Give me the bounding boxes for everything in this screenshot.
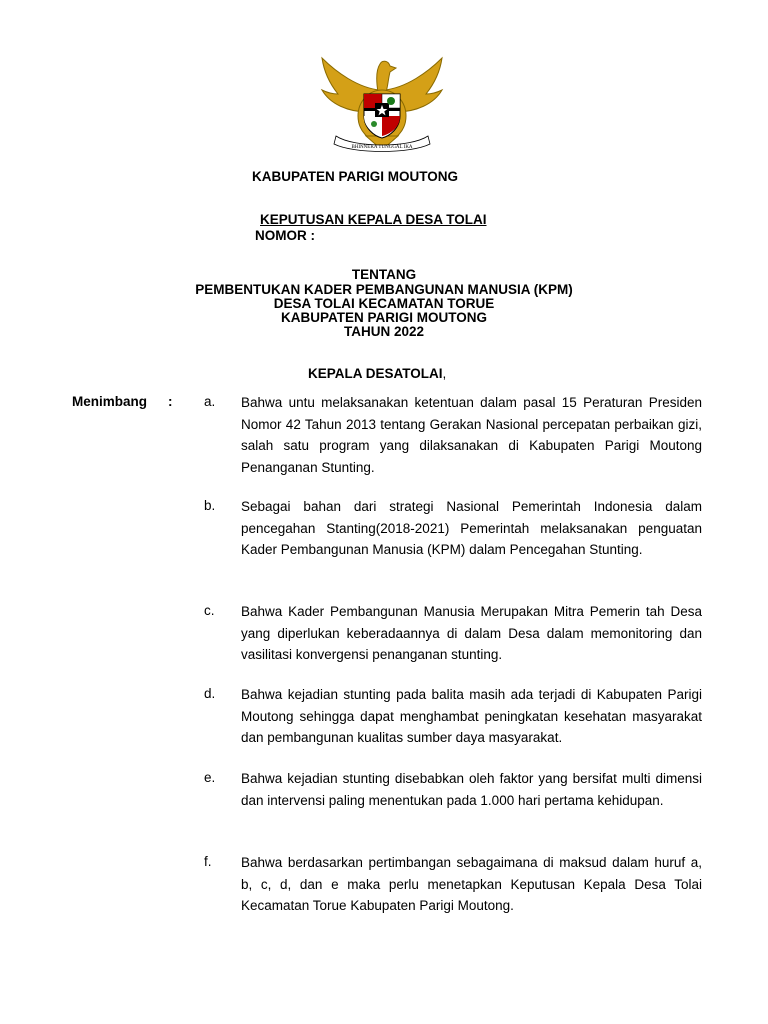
- subject-line-4: KABUPATEN PARIGI MOUTONG: [280, 310, 487, 325]
- item-text: Bahwa Kader Pembangunan Manusia Merupakan Mitra Pemerin tah Desa yang diperlukan keberadaannya di dalam Desa dalam memonitoring dan vasilitasi konvergensi penanganan stunting.: [241, 604, 702, 662]
- issuer-title: [308, 366, 446, 382]
- considering-colon: :: [168, 394, 173, 409]
- regency-title: KABUPATEN PARIGI MOUTONG: [252, 169, 459, 184]
- decree-title: KEPUTUSAN KEPALA DESA TOLAI: [260, 212, 487, 227]
- item-letter: f.: [204, 854, 212, 869]
- item-letter: b.: [204, 498, 216, 513]
- emblem-motto: BHINNEKA TUNGGAL IKA: [351, 145, 413, 150]
- decree-number-label: NOMOR :: [255, 228, 315, 243]
- item-letter: a.: [204, 394, 216, 409]
- item-letter: c.: [204, 603, 215, 618]
- item-text: Bahwa berdasarkan pertimbangan sebagaimana di maksud dalam huruf a, b, c, d, dan e maka perlu menetapkan Keputusan Kepala Desa Tolai Kecamatan Torue Kabupaten Parigi Moutong.: [241, 855, 702, 913]
- subject-line-5: TAHUN 2022: [343, 324, 425, 339]
- item-letter: e.: [204, 770, 216, 785]
- item-text: Bahwa kejadian stunting pada balita masih ada terjadi di Kabupaten Parigi Moutong sehingga dapat menghambat peningkatan kesehatan masyarakat dan pembangunan kualitas sumber daya masyarakat.: [241, 687, 702, 745]
- issuer-title-text: KEPALA DESATOLAI: [308, 366, 443, 381]
- item-letter: d.: [204, 686, 216, 701]
- garuda-emblem-icon: [318, 50, 446, 158]
- item-text: Bahwa kejadian stunting disebabkan oleh faktor yang bersifat multi dimensi dan intervensi paling menentukan pada 1.000 hari pertama kehidupan.: [241, 771, 702, 808]
- item-text: Bahwa untu melaksanakan ketentuan dalam pasal 15 Peraturan Presiden Nomor 42 Tahun 2013 tentang Gerakan Nasional percepatan perbaikan gizi, salah satu program yang dilaksanakan di Kabupaten Parigi Moutong Penanganan Stunting.: [241, 395, 702, 475]
- subject-line-2: PEMBENTUKAN KADER PEMBANGUNAN MANUSIA (KPM): [195, 282, 573, 297]
- subject-line-3: DESA TOLAI KECAMATAN TORUE: [273, 296, 495, 311]
- considering-label: Menimbang: [72, 394, 148, 409]
- subject-line-1: TENTANG: [351, 267, 417, 282]
- item-text: Sebagai bahan dari strategi Nasional Pemerintah Indonesia dalam pencegahan Stanting(2018-2021) Pemerintah melaksanakan penguatan Kader Pembangunan Manusia (KPM) dalam Pencegahan Stunting.: [241, 499, 702, 557]
- issuer-comma: ,: [442, 366, 447, 381]
